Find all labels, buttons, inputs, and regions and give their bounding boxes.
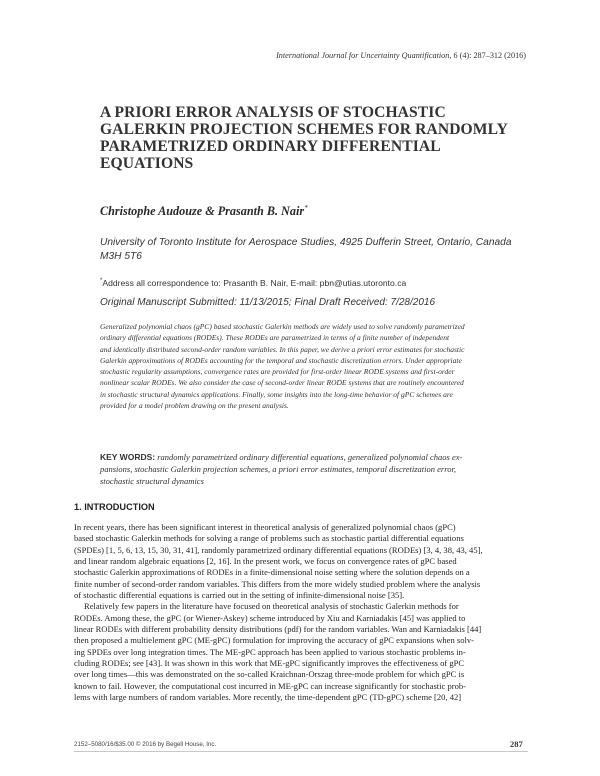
body-line: based stochastic Galerkin methods for solving a range of problems such as stochastic partial differential equations — [74, 533, 464, 544]
correspondence-mark: * — [100, 278, 103, 285]
abstract-line: nonlinear scalar RODEs. We also consider the case of second-order linear RODE systems that are routinely encountered — [100, 378, 464, 388]
page-number: 287 — [510, 739, 523, 749]
keywords — [100, 451, 528, 487]
section-heading: 1. INTRODUCTION — [74, 502, 155, 512]
correspondence-text: Address all correspondence to: Prasanth B. Nair, E-mail: pbn@utias.utoronto.ca — [102, 278, 407, 288]
keywords-line: pansions, stochastic Galerkin projection schemes, a priori error estimates, temporal discretization error, — [100, 464, 456, 474]
journal-name: International Journal for Uncertainty Quantification — [276, 51, 450, 60]
author-names: Christophe Audouze & Prasanth B. Nair — [100, 204, 305, 219]
body-line: Relatively few papers in the literature have focused on theoretical analysis of stochastic Galerkin methods for — [84, 601, 459, 612]
body-line: over long times—this was demonstrated on the so-called Kraichnan-Orszag three-mode problem for which gPC is — [74, 669, 465, 680]
body-line: linear RODEs with different probability density distributions (pdf) for the random variables. Wan and Karniadakis [44] — [74, 624, 482, 635]
abstract — [100, 321, 528, 411]
affiliation-line: M3H 5T6 — [100, 251, 142, 262]
abstract-line: Galerkin approximations of RODEs accounting for the temporal and stochastic discretization errors. Under appropriate — [100, 355, 462, 365]
abstract-line: and identically distributed second-order random variables. In this paper, we derive a priori error estimates for stochastic — [100, 344, 465, 354]
body-line: lems with large numbers of random variables. More recently, the time-dependent gPC (TD-gPC) scheme [20, 42] — [74, 692, 462, 703]
body-line: RODEs. Among these, the gPC (or Wiener-Askey) scheme introduced by Xiu and Karniadakis [45] was applied to — [74, 612, 466, 623]
journal-citation: , 6 (4): 287–312 (2016) — [449, 51, 526, 60]
abstract-line: Generalized polynomial chaos (gPC) based stochastic Galerkin methods are widely used to solve randomly parametrized — [100, 322, 465, 331]
body-line: cluding RODEs; see [43]. It was shown in this work that ME-gPC significantly improves the effectiveness of gPC — [74, 658, 465, 669]
journal-header — [230, 51, 526, 60]
body-line: In recent years, there has been significant interest in theoretical analysis of generalized polynomial chaos (gPC) — [74, 522, 456, 532]
body-text — [74, 522, 528, 704]
abstract-line: in stochastic structural dynamics applications. Finally, some insights into the long-time behavior of gPC schemes are — [100, 389, 453, 399]
abstract-line: stochastic regularity assumptions, convergence rates are provided for first-order linear RODE systems and first-order — [100, 367, 455, 377]
received-dates: Original Manuscript Submitted: 11/13/2015; Final Draft Received: 7/28/2016 — [100, 297, 435, 308]
footer-copyright: 2152–5080/16/$35.00 © 2016 by Begell House, Inc. — [74, 741, 217, 748]
body-line: then proposed a multielement gPC (ME-gPC) formulation for improving the accuracy of gPC expansions when solv- — [74, 635, 474, 646]
body-line: ing SPDEs over long integration times. The ME-gPC approach has been applied to various stochastic problems in- — [74, 646, 466, 657]
affiliation — [100, 236, 512, 264]
author-mark: * — [304, 204, 308, 212]
author-list — [100, 204, 308, 219]
body-line: and linear random algebraic equations [2, 16]. In the present work, we focus on convergence rates of gPC based — [74, 556, 457, 567]
keywords-line: stochastic structural dynamics — [100, 476, 204, 486]
title-line: A PRIORI ERROR ANALYSIS OF STOCHASTIC — [100, 104, 446, 121]
paper-title — [100, 104, 509, 172]
correspondence-note — [100, 278, 406, 288]
abstract-line: provided for a model problem drawing on the present analysis. — [100, 401, 289, 411]
title-line: EQUATIONS — [100, 155, 194, 172]
abstract-line: ordinary differential equations (RODEs). These RODEs are parametrized in terms of a finite number of independent — [100, 333, 450, 343]
keywords-label: KEY WORDS: — [100, 452, 156, 462]
title-line: GALERKIN PROJECTION SCHEMES FOR RANDOMLY — [100, 121, 509, 138]
body-line: finite number of second-order random variables. This differs from the more widely studied problem where the analysis — [74, 578, 481, 589]
keywords-line: randomly parametrized ordinary differential equations, generalized polynomial chaos ex- — [155, 452, 463, 462]
body-line: of stochastic differential equations is carried out in the setting of infinite-dimensional noise [35]. — [74, 590, 405, 601]
affiliation-line: University of Toronto Institute for Aerospace Studies, 4925 Dufferin Street, Ontario, Canada — [100, 237, 512, 248]
footer-rule — [74, 751, 528, 752]
body-line: known to fail. However, the computational cost incurred in ME-gPC can increase significantly for stochastic prob- — [74, 680, 466, 691]
body-line: (SPDEs) [1, 5, 6, 13, 15, 30, 31, 41], randomly parametrized ordinary differential equations (RODEs) [3, 4, 38, 43, 45], — [74, 544, 483, 555]
title-line: PARAMETRIZED ORDINARY DIFFERENTIAL — [100, 138, 441, 155]
body-line: stochastic Galerkin approximations of RODEs in a finite-dimensional noise setting where the solution depends on a — [74, 567, 470, 578]
